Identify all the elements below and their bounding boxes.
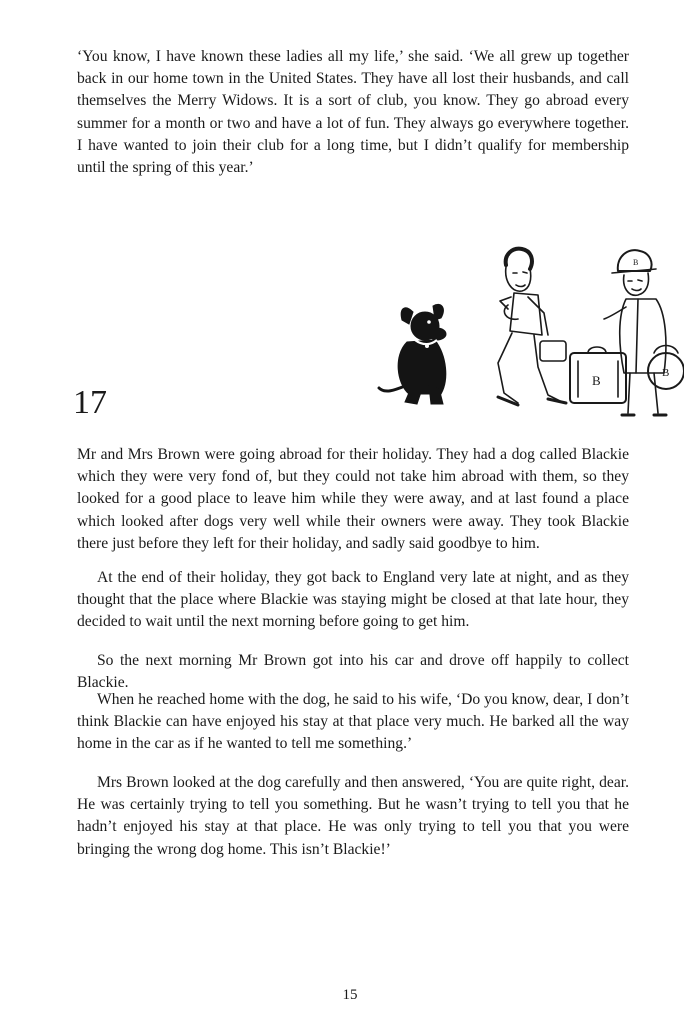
dog-illustration xyxy=(375,298,470,410)
page-number: 15 xyxy=(342,987,358,1003)
story-paragraph: Mrs Brown looked at the dog carefully and then answered, ‘You are quite right, dear. He was certainly trying to tell you something. But he wasn’t trying to tell you that he hadn’t enjoyed his stay at that place. He was only trying to tell you that you were bringing the wrong dog home. This isn’t Blackie!’ xyxy=(77,774,629,858)
story-paragraph: Mr and Mrs Brown were going abroad for their holiday. They had a dog called Blackie which they were very fond of, but they could not take him abroad with them, so they looked for a good place to leave him while they were away, and at last found a place which looked after dogs very well while their owners were away. They took Blackie there just before they left for their holiday, and sadly said goodbye to him. xyxy=(77,446,629,552)
story-paragraph: So the next morning Mr Brown got into his car and drove off happily to collect Blackie. xyxy=(77,652,629,692)
story-paragraph: At the end of their holiday, they got back to England very late at night, and as they thought that the place where Blackie was staying might be closed at that late hour, they decided to wait until the next morning before going to get him. xyxy=(77,569,629,631)
couple-with-luggage-illustration xyxy=(478,243,684,423)
continued-paragraph: ‘You know, I have known these ladies all my life,’ she said. ‘We all grew up together back in our home town in the United States. They have all lost their husbands, and call themselves the Merry Widows. It is a sort of club, you know. They go abroad every summer for a month or two and have a lot of fun. They always go everywhere together. I have wanted to join their club for a long time, but I didn’t qualify for membership until the spring of this year.’ xyxy=(77,48,629,177)
suitcase-letter: B xyxy=(592,373,601,388)
hat-letter: B xyxy=(633,258,639,267)
story-paragraph: When he reached home with the dog, he said to his wife, ‘Do you know, dear, I don’t think Blackie can have enjoyed his stay at that place very much. He barked all the way home in the car as if he wanted to tell me something.’ xyxy=(77,691,629,753)
hatbox-letter: B xyxy=(662,367,670,379)
chapter-number: 17 xyxy=(73,384,107,421)
